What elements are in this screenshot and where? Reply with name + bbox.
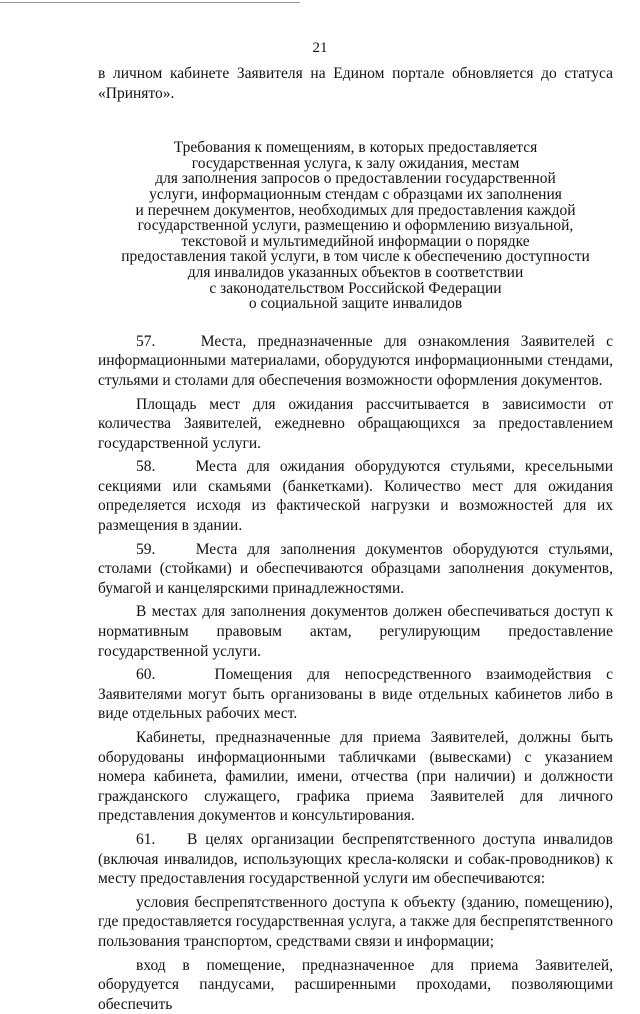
page-number: 21 — [312, 40, 328, 56]
paragraph-access-to-acts: В местах для заполнения документов должен обеспечиваться доступ к нормативным правовым актам, регулирующим предоставление государственной услуги. — [98, 603, 613, 660]
heading-line: для заполнения запросов о предоставлении государственной — [155, 170, 556, 188]
paragraph-61: 61. В целях организации беспрепятственного доступа инвалидов (включая инвалидов, использующих кресла-коляски и собак-проводников) к месту предоставления государственной услуги им обеспечиваются: — [98, 830, 613, 888]
paragraph-waiting-area: Площадь мест для ожидания рассчитывается в зависимости от количества Заявителей, ежедневно обращающихся за предоставлением государственной услуги. — [98, 395, 613, 452]
paragraph-57: 57. Места, предназначенные для ознакомления Заявителей с информационными материалами, оборудуются информационными стендами, стульями и столами для обеспечения возможности оформления документов. — [98, 332, 613, 389]
heading-line: услуги, информационным стендам с образцами их заполнения — [149, 185, 562, 203]
heading-line: с законодательством Российской Федерации — [209, 279, 502, 297]
heading-line: о социальной защите инвалидов — [248, 295, 463, 313]
heading-line: для инвалидов указанных объектов в соответствии — [187, 263, 524, 281]
document-body — [98, 64, 613, 1014]
heading-line: текстовой и мультимедийной информации о порядке — [181, 232, 530, 250]
heading-line: Требования к помещениям, в которых предоставляется — [173, 139, 538, 157]
heading-line: государственной услуги, размещению и оформлению визуальной, — [137, 217, 574, 235]
heading-line: предоставления такой услуги, в том числе к обеспечению доступности — [121, 248, 590, 266]
paragraph-60: 60. Помещения для непосредственного взаимодействия с Заявителями могут быть организованы в виде отдельных кабинетов либо в виде отдельных рабочих мест. — [98, 666, 613, 723]
heading-line: государственная услуга, к залу ожидания, местам — [191, 154, 520, 172]
intro-paragraph: в личном кабинете Заявителя на Едином портале обновляется до статуса «Принято». — [98, 65, 613, 102]
section-heading — [98, 140, 613, 312]
paragraph-59: 59. Места для заполнения документов оборудуются стульями, столами (стойками) и обеспечиваются образцами заполнения документов, бумагой и канцелярскими принадлежностями. — [98, 540, 613, 597]
paragraph-58: 58. Места для ожидания оборудуются стульями, кресельными секциями или скамьями (банкетками). Количество мест для ожидания определяется исходя из фактической нагрузки и возможностей для их размещения в здании. — [98, 458, 613, 535]
scan-edge-line — [0, 2, 300, 3]
paragraph-cabinets: Кабинеты, предназначенные для приема Заявителей, должны быть оборудованы информационными табличками (вывесками) с указанием номера кабинета, фамилии, имени, отчества (при наличии) и должности гражданского служащего, графика приема Заявителей для личного представления документов и консультирования. — [98, 729, 613, 825]
paragraph-entrance: вход в помещение, предназначенное для приема Заявителей, оборудуется пандусами, расширенными проходами, позволяющими обеспечить — [98, 956, 613, 1013]
paragraph-access-conditions: условия беспрепятственного доступа к объекту (зданию, помещению), где предоставляется государственная услуга, а также для беспрепятственного пользования транспортом, средствами связи и информации; — [98, 893, 613, 950]
heading-line: и перечнем документов, необходимых для предоставления каждой — [135, 201, 576, 219]
